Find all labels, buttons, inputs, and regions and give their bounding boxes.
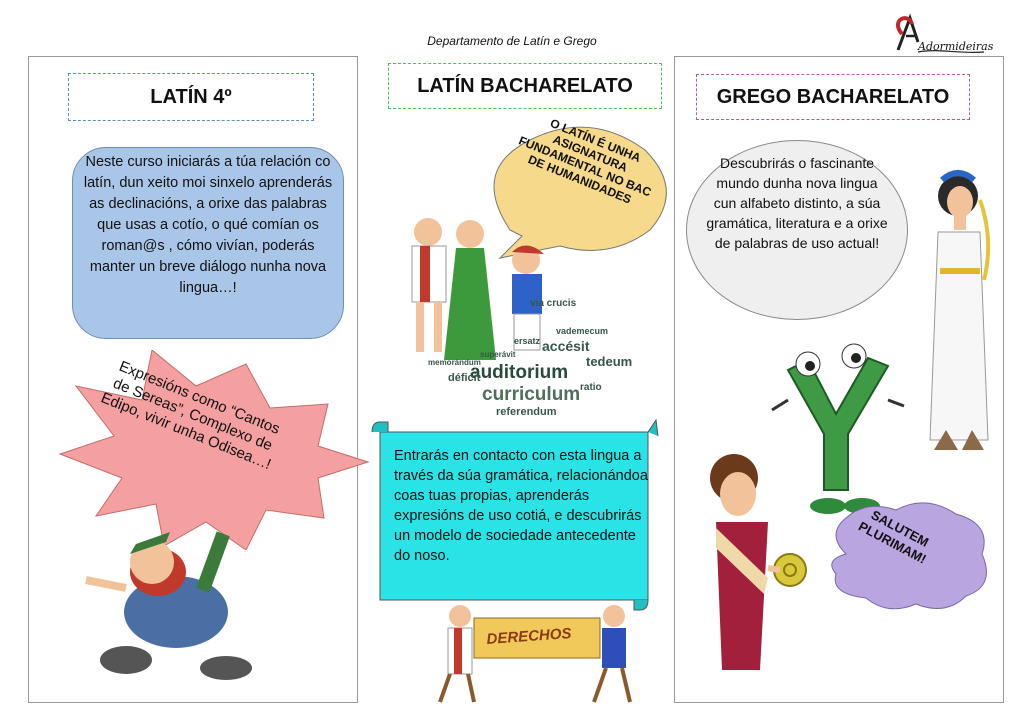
- burst-text: Expresións como “Cantos de Sereas”, Complexo de Edipo, vivir unha Odisea…!: [98, 357, 283, 474]
- word-cloud-item: ratio: [580, 382, 602, 393]
- word-cloud-item: auditorium: [470, 362, 569, 383]
- logo-text: Adormideiras: [918, 40, 994, 53]
- grego-description-bubble: [686, 140, 908, 320]
- title-latin4: LATÍN 4º: [68, 73, 314, 121]
- word-cloud-item: superávit: [480, 350, 516, 359]
- greek-woman-illustration: [914, 160, 996, 465]
- department-header: Departamento de Latín e Grego: [427, 34, 597, 48]
- tug-of-war-illustration: [434, 596, 640, 708]
- title-grego-bacharelato: GREGO BACHARELATO: [696, 74, 970, 120]
- logo: [888, 12, 994, 58]
- derechos-banner-text: DERECHOS: [485, 625, 572, 648]
- latin4-description: Neste curso iniciarás a túa relación co latín, dun xeito moi sinxelo aprenderás as declinacións, a orixe das palabras que usas a cotío, o qué comían os roman@s , cómo vivían, poderás manter un breve diálogo nunha nova lingua…!: [83, 154, 333, 296]
- grego-description: Descubrirás o fascinante mundo dunha nova lingua cun alfabeto distinto, a súa gramática, literatura e a orixe de palabras de uso actual!: [706, 155, 888, 251]
- title-latin-bacharelato: LATÍN BACHARELATO: [388, 63, 662, 109]
- greek-man-illustration: [694, 448, 814, 683]
- word-cloud-item: tedeum: [586, 354, 633, 369]
- word-cloud-item: memorándum: [428, 358, 481, 367]
- word-cloud-item: via crucis: [530, 298, 577, 309]
- word-cloud: [410, 292, 650, 422]
- word-cloud-item: vademecum: [556, 326, 609, 336]
- scroll-text: Entrarás en contacto con esta lingua a través da súa gramática, relacionándoa coas tuas propias, aprenderás expresións de uso cotiá, e descubrirás un modelo de sociedade antecedente do noso.: [394, 448, 648, 564]
- latin-fundamental-bubble-text: O LATÍN É UNHA ASIGNATURA FUNDAMENTAL NO BAC DE HUMANIDADES: [516, 115, 654, 207]
- salutem-plurimam-text: SALUTEM PLURIMAM!: [856, 507, 932, 567]
- word-cloud-item: déficit: [448, 372, 481, 384]
- latin4-description-bubble: [72, 147, 344, 339]
- cartoon-character-illustration: [66, 492, 266, 692]
- word-cloud-item: referendum: [496, 406, 557, 418]
- word-cloud-item: ersatz: [514, 336, 541, 346]
- word-cloud-item: accésit: [542, 338, 590, 354]
- word-cloud-item: curriculum: [482, 384, 581, 405]
